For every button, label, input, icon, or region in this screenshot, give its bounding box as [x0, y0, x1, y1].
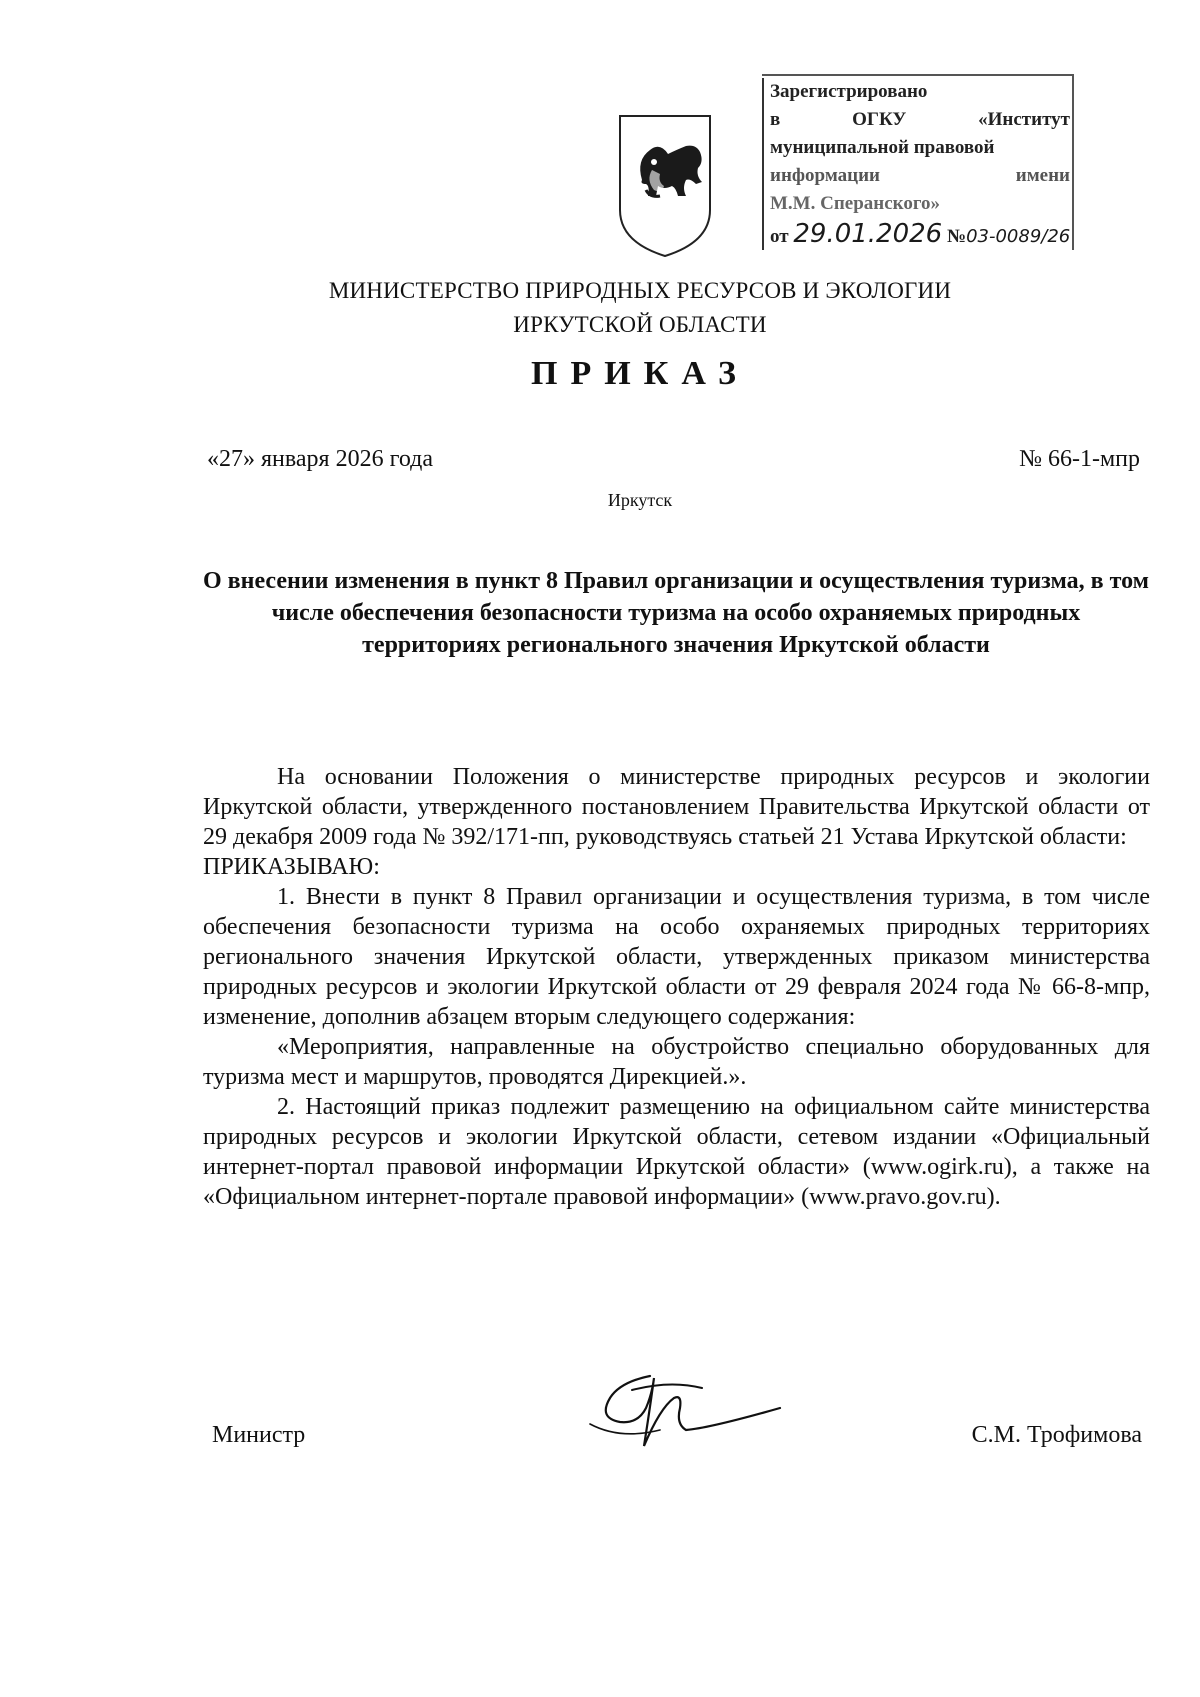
signatory-position: Министр — [212, 1422, 306, 1448]
stamp-line: М.М. Сперанского» — [770, 193, 941, 214]
document-type-title: ПРИКАЗ — [531, 355, 749, 392]
stamp-line — [770, 106, 1070, 134]
stamp-line — [770, 220, 1070, 251]
stamp-handwritten-number: 03-0089/26 — [966, 226, 1071, 247]
document-date: «27» января 2026 года — [207, 446, 434, 472]
stamp-word: информации — [770, 165, 880, 186]
stamp-border — [762, 74, 1072, 76]
stamp-date-prefix: от — [770, 226, 789, 247]
stamp-border — [762, 78, 764, 250]
body-paragraph: 2. Настоящий приказ подлежит размещению на официальном сайте министерства природных ресурсов и экологии Иркутской области, сетевом издании «Официальный интернет-портал правовой информации Иркутской области» (www.ogirk.ru), а также на «Официальном интернет-портале правовой информации» (www.pravo.gov.ru). — [203, 1094, 1150, 1210]
stamp-word: имени — [1015, 165, 1070, 186]
document-body — [203, 762, 1150, 1212]
document-city: Иркутск — [607, 490, 673, 510]
body-paragraph: «Мероприятия, направленные на обустройство специально оборудованных для туризма мест и маршрутов, проводятся Дирекцией.». — [203, 1034, 1150, 1090]
registration-stamp — [762, 78, 1074, 248]
stamp-line: Зарегистрировано — [770, 81, 928, 102]
stamp-number-prefix: № — [946, 226, 967, 247]
order-word: ПРИКАЗЫВАЮ: — [203, 854, 380, 880]
document-subject: О внесении изменения в пункт 8 Правил организации и осуществления туризма, в том числе обеспечения безопасности туризма на особо охраняемых природных территориях регионального значения Иркутской области — [203, 568, 1149, 658]
stamp-line — [770, 162, 1070, 190]
stamp-word: «Институт — [978, 109, 1070, 130]
stamp-word: ОГКУ — [852, 109, 907, 130]
signatory-name: С.М. Трофимова — [971, 1422, 1142, 1448]
stamp-word: в — [770, 109, 781, 130]
coat-of-arms-emblem — [616, 110, 714, 260]
stamp-border — [1072, 74, 1074, 250]
body-paragraph: На основании Положения о министерстве природных ресурсов и экологии Иркутской области, утвержденного постановлением Правительства Иркутской области от 29 декабря 2009 года № 392/171-пп, руководствуясь статьей 21 Устава Иркутской области: — [203, 764, 1150, 850]
document-number: № 66-1-мпр — [1019, 446, 1140, 472]
signature-block — [0, 1412, 1200, 1472]
stamp-line: муниципальной правовой — [770, 137, 995, 158]
body-paragraph: 1. Внести в пункт 8 Правил организации и осуществления туризма, в том числе обеспечения безопасности туризма на особо охраняемых природных территориях регионального значения Иркутской области, утвержденных приказом министерства природных ресурсов и экологии Иркутской области от 29 февраля 2024 года № 66-8-мпр, изменение, дополнив абзацем вторым следующего содержания: — [203, 884, 1150, 1030]
stamp-handwritten-date: 29.01.2026 — [793, 219, 943, 249]
ministry-name-line2: ИРКУТСКОЙ ОБЛАСТИ — [513, 312, 767, 337]
ministry-name-line1: МИНИСТЕРСТВО ПРИРОДНЫХ РЕСУРСОВ И ЭКОЛОГИИ — [328, 278, 952, 303]
